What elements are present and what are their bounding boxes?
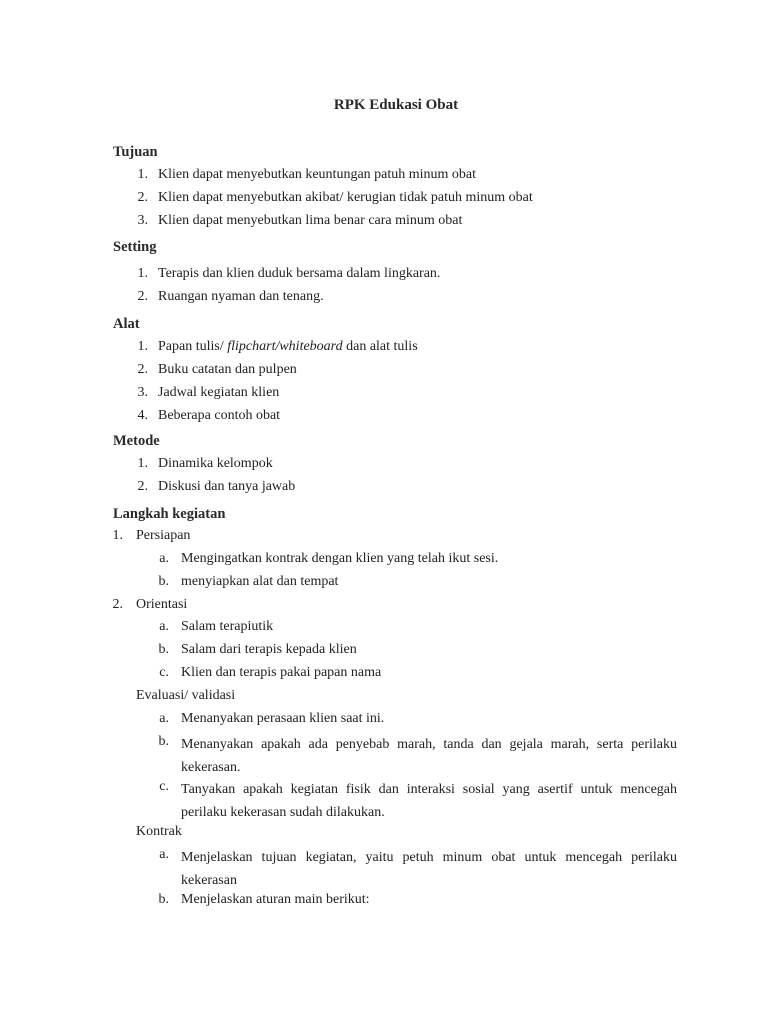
list-number: 3.	[137, 385, 148, 400]
section-heading-langkah-kegiatan: Langkah kegiatan	[113, 506, 226, 522]
step-label-orientasi: Orientasi	[136, 597, 188, 612]
list-item: Mengingatkan kontrak dengan klien yang telah ikut sesi.	[181, 551, 499, 566]
list-item: Menjelaskan aturan main berikut:	[181, 892, 370, 907]
list-item: Dinamika kelompok	[158, 456, 273, 471]
list-item: Klien dapat menyebutkan keuntungan patuh minum obat	[158, 167, 477, 182]
list-number: 1.	[137, 339, 148, 354]
section-heading-metode: Metode	[113, 433, 160, 449]
list-item-text: Papan tulis/	[158, 339, 228, 354]
list-item: Tanyakan apakah kegiatan fisik dan interaksi sosial yang asertif untuk mencegah perilaku kekerasan sudah dilakukan.	[181, 782, 677, 820]
list-item: Salam dari terapis kepada klien	[181, 642, 357, 657]
list-item	[158, 339, 418, 355]
list-item: Menjelaskan tujuan kegiatan, yaitu petuh minum obat untuk mencegah perilaku kekerasan	[181, 850, 677, 888]
list-item: Jadwal kegiatan klien	[158, 385, 280, 400]
list-number: 2.	[137, 190, 148, 205]
list-letter: c.	[159, 779, 169, 794]
list-letter: a.	[159, 711, 169, 726]
list-item-text: dan alat tulis	[342, 339, 418, 354]
list-item: menyiapkan alat dan tempat	[181, 574, 339, 589]
list-number: 2.	[137, 289, 148, 304]
section-heading-setting: Setting	[113, 239, 157, 255]
list-letter: a.	[159, 847, 169, 862]
list-item: Klien dapat menyebutkan akibat/ kerugian tidak patuh minum obat	[158, 190, 533, 205]
list-letter: c.	[159, 665, 169, 680]
step-label-persiapan: Persiapan	[136, 528, 191, 543]
section-heading-tujuan: Tujuan	[113, 144, 158, 160]
list-item: Diskusi dan tanya jawab	[158, 479, 296, 494]
document-title: RPK Edukasi Obat	[333, 97, 459, 113]
list-letter: a.	[159, 619, 169, 634]
list-letter: b.	[158, 574, 169, 589]
list-letter: b.	[158, 892, 169, 907]
step-label-evaluasi: Evaluasi/ validasi	[136, 688, 236, 703]
list-item: Buku catatan dan pulpen	[158, 362, 297, 377]
list-letter: b.	[158, 734, 169, 749]
list-number: 1.	[137, 167, 148, 182]
list-number: 1.	[137, 266, 148, 281]
list-letter: b.	[158, 642, 169, 657]
section-heading-alat: Alat	[113, 316, 140, 332]
list-letter: a.	[159, 551, 169, 566]
list-number: 1.	[137, 456, 148, 471]
list-number: 1.	[112, 528, 123, 543]
list-item-italic-text: flipchart/whiteboard	[227, 339, 343, 354]
list-item: Klien dan terapis pakai papan nama	[181, 665, 382, 680]
list-number: 2.	[137, 362, 148, 377]
list-item: Terapis dan klien duduk bersama dalam lingkaran.	[158, 266, 441, 281]
step-label-kontrak: Kontrak	[136, 824, 182, 839]
list-item: Ruangan nyaman dan tenang.	[158, 289, 324, 304]
list-item: Salam terapiutik	[181, 619, 274, 634]
list-item: Menanyakan perasaan klien saat ini.	[181, 711, 385, 726]
list-item: Klien dapat menyebutkan lima benar cara minum obat	[158, 213, 463, 228]
list-number: 2.	[137, 479, 148, 494]
list-item: Menanyakan apakah ada penyebab marah, tanda dan gejala marah, serta perilaku kekerasan.	[181, 737, 677, 775]
list-item: Beberapa contoh obat	[158, 408, 281, 423]
list-number: 4.	[137, 408, 148, 423]
list-number: 3.	[137, 213, 148, 228]
list-number: 2.	[112, 597, 123, 612]
